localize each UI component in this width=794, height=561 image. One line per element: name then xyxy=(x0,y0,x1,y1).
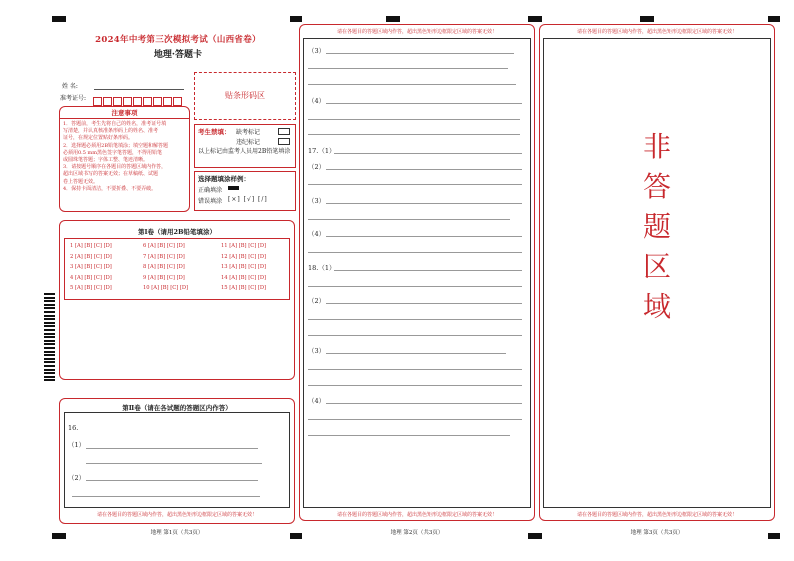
timing-mark xyxy=(640,16,654,22)
notice-item: 或圆珠笔答题；字体工整、笔迹清晰。 xyxy=(63,157,149,164)
wrong-fill-label: 错误填涂 xyxy=(198,198,223,205)
side-timing-mark xyxy=(44,365,55,367)
page-footer: 地理 第1页（共3页） xyxy=(150,530,204,536)
side-timing-mark xyxy=(44,358,55,360)
answer-line xyxy=(72,496,260,497)
q18-part2-label: （2） xyxy=(308,297,326,305)
warning-text: 请在各题目的答题区域内作答，超出黑色矩形边框限定区域的答案无效！ xyxy=(576,29,737,35)
notice-item: 卷上答题无效。 xyxy=(63,178,99,185)
student-id-label: 准考证号: xyxy=(60,95,87,102)
wrong-fill-samples: [×] [√] [/] xyxy=(228,196,268,203)
violation-mark-box[interactable] xyxy=(278,138,290,145)
answer-line xyxy=(308,286,522,287)
q18-part3-label: （3） xyxy=(308,347,326,355)
side-timing-mark xyxy=(44,379,55,381)
timing-mark xyxy=(768,16,780,22)
non-answer-char: 题 xyxy=(642,210,671,243)
side-timing-mark xyxy=(44,304,55,306)
answer-line xyxy=(308,68,508,69)
q16-answer-box[interactable] xyxy=(64,412,290,508)
correct-fill-label: 正确填涂 xyxy=(198,187,223,194)
notice-divider xyxy=(59,118,190,119)
choice-question-row[interactable]: 2 [A] [B] [C] [D] xyxy=(70,253,112,260)
side-timing-mark xyxy=(44,376,55,378)
q16-part1-label: （1） xyxy=(68,441,86,449)
side-timing-mark xyxy=(44,325,55,327)
answer-line xyxy=(86,448,258,449)
choice-question-row[interactable]: 12 [A] [B] [C] [D] xyxy=(221,253,267,260)
notice-list xyxy=(63,121,189,193)
exam-status-label: 考生禁填： xyxy=(198,128,231,136)
side-timing-mark xyxy=(44,351,55,353)
q-part4-label: （4） xyxy=(308,97,326,105)
side-timing-mark xyxy=(44,340,55,342)
answer-line xyxy=(308,84,516,85)
notice-item: 1．答题前，考生先将自己的姓名，准考证号填 xyxy=(63,121,167,127)
side-timing-mark xyxy=(44,343,55,345)
choice-question-row[interactable]: 7 [A] [B] [C] [D] xyxy=(143,253,185,260)
non-answer-char: 域 xyxy=(642,290,671,323)
fill-sample-title: 选择题填涂样例： xyxy=(198,175,250,183)
answer-line xyxy=(326,353,506,354)
non-answer-area-label xyxy=(637,127,677,327)
q17-label: 17.（1） xyxy=(308,147,336,155)
exam-title: 2024年中考第三次模拟考试（山西省卷） xyxy=(95,35,261,45)
answer-line xyxy=(326,103,522,104)
absent-mark-box[interactable] xyxy=(278,128,290,135)
answer-line xyxy=(308,219,510,220)
side-timing-mark xyxy=(44,372,55,374)
side-timing-mark xyxy=(44,354,55,356)
q16-label: 16. xyxy=(68,424,79,432)
answer-line xyxy=(326,236,522,237)
choice-question-row[interactable]: 10 [A] [B] [C] [D] xyxy=(143,285,189,291)
answer-line xyxy=(86,480,258,481)
side-timing-mark xyxy=(44,311,55,313)
q-part3-label: （3） xyxy=(308,47,326,55)
warning-text: 请在各题目的答题区域内作答，超出黑色矩形边框限定区域的答案无效！ xyxy=(336,29,497,35)
warning-text: 请在各题目的答题区域内作答，超出黑色矩形边框限定区域的答案无效！ xyxy=(336,512,497,518)
notice-item: 2．选择题必须用2B铅笔填涂；填空题和解答题 xyxy=(63,142,169,149)
side-timing-mark xyxy=(44,293,55,295)
answer-line xyxy=(326,169,522,170)
warning-text: 请在各题目的答题区域内作答，超出黑色矩形边框限定区域的答案无效！ xyxy=(576,512,737,518)
barcode-label: 贴条形码区 xyxy=(225,91,265,100)
non-answer-char: 区 xyxy=(642,250,671,283)
answer-line xyxy=(308,184,522,185)
q18-label: 18.（1） xyxy=(308,264,336,272)
side-timing-mark xyxy=(44,318,55,320)
answer-line xyxy=(308,119,520,120)
answer-line xyxy=(86,463,262,464)
answer-line xyxy=(308,385,522,386)
q17-part4-label: （4） xyxy=(308,230,326,238)
answer-line xyxy=(308,419,522,420)
answer-line xyxy=(308,134,520,135)
notice-item: 4．保持卡面清洁，不要折叠、不要弄破。 xyxy=(63,185,157,192)
non-answer-char: 非 xyxy=(642,130,671,163)
choice-question-row[interactable]: 5 [A] [B] [C] [D] xyxy=(70,285,112,291)
side-timing-mark xyxy=(44,307,55,309)
notice-item: 必须用0.5 mm黑色签字笔答题，不得用铅笔 xyxy=(63,149,163,156)
timing-mark xyxy=(52,16,66,22)
non-answer-char: 答 xyxy=(642,170,671,203)
side-timing-mark xyxy=(44,347,55,349)
answer-line xyxy=(326,403,522,404)
answer-line xyxy=(308,335,522,336)
answer-line xyxy=(326,53,514,54)
side-timing-mark xyxy=(44,300,55,302)
exam-status-note: 以上标记由监考人员用2B铅笔填涂 xyxy=(198,148,291,155)
notice-title: 注意事项 xyxy=(111,109,138,117)
warning-text: 请在各题目的答题区域内作答，超出黑色矩形边框限定区域的答案无效！ xyxy=(96,512,257,518)
notice-item: 写清楚，并认真核准条形码上的姓名、准考 xyxy=(63,128,159,135)
answer-line xyxy=(308,252,522,253)
side-timing-mark xyxy=(44,329,55,331)
side-timing-mark xyxy=(44,315,55,317)
choice-question-row[interactable]: 8 [A] [B] [C] [D] xyxy=(143,264,185,270)
correct-fill-sample xyxy=(228,186,239,190)
name-line xyxy=(94,89,184,90)
notice-item: 3．请按题号顺序在各题目的答题区域内作答， xyxy=(63,164,167,171)
choice-question-row[interactable]: 4 [A] [B] [C] [D] xyxy=(70,274,112,281)
q16-part2-label: （2） xyxy=(68,474,86,482)
page-footer: 地理 第2页（共3页） xyxy=(390,530,444,536)
side-timing-mark xyxy=(44,336,55,338)
q18-part4-label: （4） xyxy=(308,397,326,405)
choice-question-row[interactable]: 11 [A] [B] [C] [D] xyxy=(221,243,267,249)
choice-question-row[interactable]: 14 [A] [B] [C] [D] xyxy=(221,274,267,281)
absent-mark-label: 缺考标记 xyxy=(236,129,261,136)
q17-part2-label: （2） xyxy=(308,163,326,171)
choice-question-row[interactable]: 13 [A] [B] [C] [D] xyxy=(221,264,267,270)
section1-title: 第Ⅰ卷（请用2B铅笔填涂） xyxy=(137,228,217,236)
answer-sheet-subtitle: 地理·答题卡 xyxy=(153,50,203,60)
answer-line xyxy=(308,369,522,370)
side-timing-mark xyxy=(44,297,55,299)
notice-item: 证号，在规定位置贴好条形码。 xyxy=(63,135,134,142)
side-timing-mark xyxy=(44,322,55,324)
notice-item: 超出区域书写的答案无效；在草稿纸、试题 xyxy=(63,171,159,178)
timing-mark xyxy=(290,16,302,22)
side-timing-mark xyxy=(44,369,55,371)
answer-line xyxy=(326,303,522,304)
choice-question-row[interactable]: 1 [A] [B] [C] [D] xyxy=(70,243,112,249)
violation-mark-label: 违纪标记 xyxy=(236,139,261,146)
q17-part3-label: （3） xyxy=(308,197,326,205)
side-timing-mark xyxy=(44,361,55,363)
choice-question-row[interactable]: 15 [A] [B] [C] [D] xyxy=(221,285,267,291)
page2-answer-box[interactable] xyxy=(303,38,531,508)
answer-line xyxy=(334,270,522,271)
name-label: 姓 名: xyxy=(62,83,78,90)
answer-line xyxy=(308,319,522,320)
timing-mark xyxy=(386,16,400,22)
answer-line xyxy=(326,203,522,204)
choice-question-row[interactable]: 6 [A] [B] [C] [D] xyxy=(143,243,185,249)
section2-title: 第Ⅱ卷（请在各试题的答题区内作答） xyxy=(122,404,232,412)
choice-question-row[interactable]: 9 [A] [B] [C] [D] xyxy=(143,274,185,281)
answer-line xyxy=(334,153,522,154)
timing-mark xyxy=(528,16,542,22)
answer-line xyxy=(308,435,510,436)
choice-question-row[interactable]: 3 [A] [B] [C] [D] xyxy=(70,264,112,270)
page-footer: 地理 第3页（共3页） xyxy=(630,530,684,536)
side-timing-mark xyxy=(44,333,55,335)
